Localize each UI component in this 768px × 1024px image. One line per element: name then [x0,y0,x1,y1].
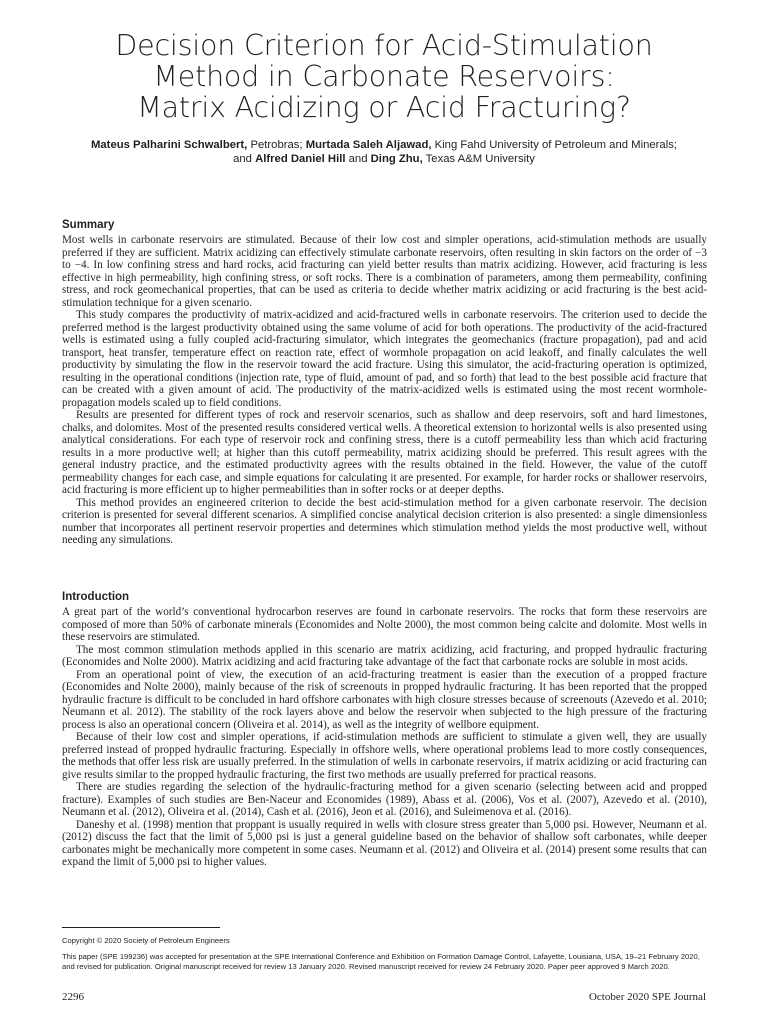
introduction-section [62,590,707,869]
introduction-paragraph: Because of their low cost and simpler operations, if acid-stimulation methods are sufficient to stimulate a given well, they are usually preferred instead of propped hydraulic fracturing. Especially in offshore wells, where operational problems lead to more costly consequences, the methods that offer less risk are usually preferred. In the stimulation of wells in carbonate reservoirs, if matrix acidizing or acid fracturing can give results similar to the propped hydraulic fracturing, the first two methods are usually preferred for practical reasons. [62,731,707,781]
author-affiliation: King Fahd University of Petroleum and Minerals; [431,139,677,151]
author-name: Mateus Palharini Schwalbert, [90,139,248,151]
introduction-paragraph: A great part of the world’s conventional hydrocarbon reserves are found in carbonate reservoirs. The rocks that form these reservoirs are composed of more than 50% of carbonate minerals (Economides and Nolte 2000), the most common being calcite and dolomite. Most wells in these reservoirs are stimulated. [62,606,707,643]
summary-section [62,218,707,547]
copyright-footnote: Copyright © 2020 Society of Petroleum Engineers [62,936,230,945]
page-number: 2296 [62,991,84,1003]
introduction-paragraph: There are studies regarding the selection of the hydraulic-fracturing method for a given scenario (selecting between acid and propped fracture). Examples of such studies are Ben-Naceur and Economides (1989), Abass et al. (2006), Vos et al. (2007), Azevedo et al. (2010), Neumann et al. (2012), Oliveira et al. (2014), Cash et al. (2016), Jeon et al. (2016), and Suleimenova et al. (2016). [62,781,707,818]
paper-title [40,30,728,123]
author-separator: and [345,153,371,165]
summary-paragraph: Most wells in carbonate reservoirs are stimulated. Because of their low cost and simpler operations, acid-stimulation methods are usually preferred if they are sufficient. Matrix acidizing can effectively stimulate carbonate reservoirs, often resulting in skin factors on the order of −3 to −4. In low confining stress and hard rocks, acid fracturing can yield better results than matrix acidizing. However, acid fracturing is less effective in high permeability, high confining stress, or soft rocks. There is a combination of parameters, among them permeability, confining stress, and rock geomechanical properties, that can be used as criteria to decide whether matrix acidizing or acid fracturing is the best acid-stimulation technique for a given scenario. [62,234,707,309]
author-list [50,138,718,166]
introduction-paragraph: The most common stimulation methods applied in this scenario are matrix acidizing, acid fracturing, and propped hydraulic fracturing (Economides and Nolte 2000). Matrix acidizing and acid fracturing take advantage of the fact that carbonate rocks are soluble in most acids. [62,643,707,668]
title-line: Method in Carbonate Reservoirs: [153,60,615,93]
author-name: Alfred Daniel Hill [255,153,346,165]
author-name: Murtada Saleh Aljawad, [305,139,432,151]
summary-paragraph: This study compares the productivity of matrix-acidized and acid-fractured wells in carbonate reservoirs. The criterion used to decide the preferred method is the largest productivity obtained using the same volume of acid for both operations. The productivity of the acid-fractured wells is estimated using a fully coupled acid-fracturing simulator, which integrates the geomechanics (fracture propagation), pad and acid transport, heat transfer, temperature effect on reaction rate, effect of wormhole propagation on acid leakoff, and finally calculates the well productivity by simulating the flow in the reservoir toward the acid fracture. Using this simulator, the acid-fracturing operation is optimized, resulting in the operational conditions (injection rate, type of fluid, amount of pad, and so forth) that lead to the best possible acid fracture that can be created with a given amount of acid. The productivity of the matrix-acidized wells is estimated using the most recent wormhole-propagation models scaled up to field conditions. [62,309,707,409]
submission-footnote: This paper (SPE 199236) was accepted for presentation at the SPE International Conference and Exhibition on Formation Damage Control, Lafayette, Louisiana, USA, 19–21 February 2020, and revised for publication. Original manuscript received for review 13 January 2020. Revised manuscript received for review 24 February 2020. Paper peer approved 9 March 2020. [62,952,700,971]
author-affiliation: Petrobras; [247,139,306,151]
title-line: Decision Criterion for Acid-Stimulation [115,29,653,62]
introduction-heading: Introduction [62,591,130,603]
introduction-paragraph: From an operational point of view, the execution of an acid-fracturing treatment is easier than the execution of a propped fracture (Economides and Nolte 2000), mainly because of the risk of screenouts in propped hydraulic fracturing. It has been reported that the propped hydraulic fracture is difficult to be concluded in hard offshore carbonates with high closure stresses because of screenouts (Azevedo et al. 2010; Neumann et al. 2012). The stability of the rock layers above and below the reservoir when subjected to the high pressure of the fracturing process is also an operational concern (Oliveira et al. 2014), as well as the integrity of wellbore equipment. [62,668,707,731]
author-affiliation: Texas A&M University [422,153,535,165]
journal-footer: October 2020 SPE Journal [588,991,706,1003]
author-name: Ding Zhu, [370,153,423,165]
footnote-divider [62,927,220,928]
title-line: Matrix Acidizing or Acid Fracturing? [137,91,631,124]
summary-paragraph: This method provides an engineered criterion to decide the best acid-stimulation method for a given carbonate reservoir. The decision criterion is presented for several different scenarios. A simplified concise analytical decision criterion is also presented: a single dimensionless number that incorporates all pertinent reservoir properties and determines which stimulation method yields the most productive well, without needing any simulations. [62,496,707,546]
author-separator: and [233,153,256,165]
introduction-paragraph: Daneshy et al. (1998) mention that proppant is usually required in wells with closure stress greater than 5,000 psi. However, Neumann et al. (2012) discuss the fact that the limit of 5,000 psi is just a general guideline based on the behavior of shallow soft carbonates, while deeper carbonates might be mechanically more competent in some cases. Neumann et al. (2012) and Oliveira et al. (2014) present some results that can expand the limit of 5,000 psi to higher values. [62,818,707,868]
summary-paragraph: Results are presented for different types of rock and reservoir scenarios, such as shallow and deep reservoirs, soft and hard limestones, chalks, and dolomites. Most of the presented results considered vertical wells. A theoretical extension to horizontal wells is also presented using analytical considerations. For each type of reservoir rock and confining stress, there is a cutoff permeability less than which acid fracturing results in a more productive well; at higher than this cutoff permeability, matrix acidizing should be preferred. This result agrees with the general industry practice, and the estimated productivity agrees with the results obtained in the field. However, the value of the cutoff permeability changes for each case, and simple equations for calculating it are presented. For example, for harder rocks or shallower reservoirs, acid fracturing is more efficient up to higher permeabilities than in softer rocks or at deeper depths. [62,409,707,496]
summary-heading: Summary [62,219,115,231]
